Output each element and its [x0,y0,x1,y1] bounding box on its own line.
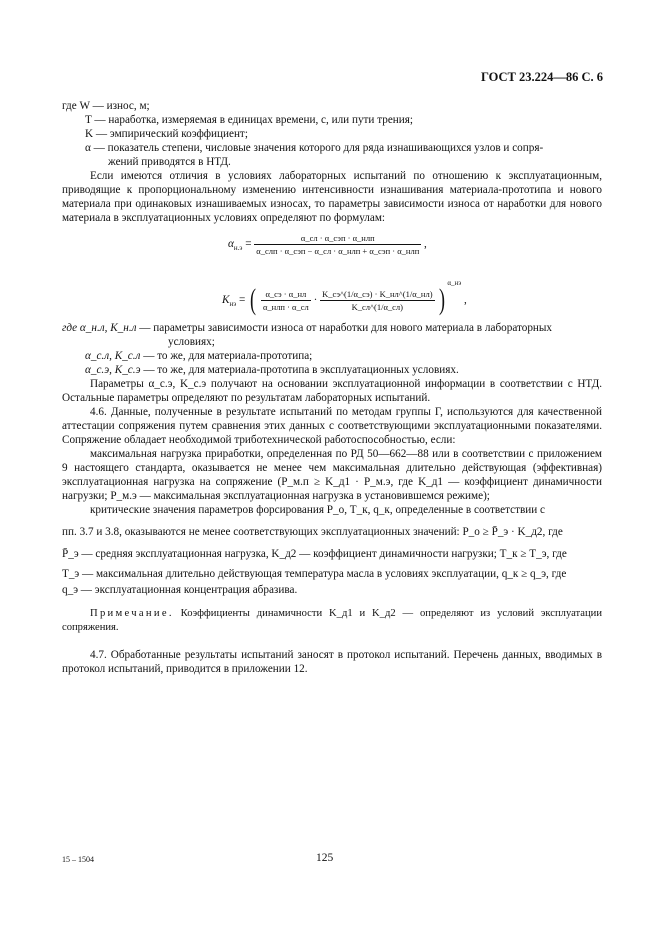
def-symbol: α_с.э, K_с.э [85,364,141,376]
def-w [62,99,150,113]
formula-lhs: α [228,238,234,251]
formula-k-ne: $K_{нэ}$ = ( $\frac{\alpha\_сэ \cdot \alpha\_нл}{\text{α\_нлп · α\_сл}}$ · $\frac{K\_сэ\^{}(1/\alpha\_сэ) \cdot K\_нл\^{}(1/\alpha\_нл)}{K\_сл\^{}(1/\alpha\_сл)}$ )$^{\alpha\_нэ}$ , [222,279,467,317]
def-proto-lab [85,349,312,363]
def-new-lab [62,321,552,335]
formula-denominator: α_слп · α_сэп − α_сл · α_нлп + α_сэп · α_нлп [256,246,420,256]
formula-exponent: α_нэ [447,279,462,287]
formula-fraction [254,233,421,256]
note-text: Коэффициенты динамичности K_д1 и K_д2 — определяют из условий эксплуатации сопряжения. [62,608,602,633]
note-label: Примечание. [90,608,174,619]
def-symbol: где W — [62,100,107,112]
def-proto-exp [85,363,459,377]
def-text: эмпирический коэффициент; [109,128,248,140]
def-text: — то же, для материала-прототипа; [143,350,313,362]
formula-denominator: K_сл^(1/α_сл) [351,301,404,312]
formula-numerator: α_сл · α_сэп · α_нлп [254,233,421,245]
paragraph-critical-3: P̄_э — средняя эксплуатационная нагрузка, K_д2 — коэффициент динамичности нагрузки; T_к ≥ T_э, где [62,548,567,560]
paragraph-max-load: максимальная нагрузка приработки, определенная по РД 50—662—88 или в соответствии с приложением 9 настоящего стандарта, оказывается не менее чем максимальная длительно действующая (эффективная) эксплуатационная нагрузка на сопряжение (P_м.п ≥ K_д1 · P_м.э, где K_д1 — коэффициент динамичности нагрузки; P_м.э — максимальная эксплуатационная нагрузка в установившемся режиме); [62,448,602,502]
def-alpha-cont [108,155,231,169]
def-text: показатель степени, числовые значения которого для ряда изнашивающихся узлов и сопря- [107,142,544,154]
paragraph-critical-4: T_э — максимальная длительно действующая температура масла в условиях эксплуатации, q_к ≥ q_э, где [62,568,567,580]
formula-lhs: K [222,294,230,306]
def-symbol: K — [85,128,110,140]
page-header: ГОСТ 23.224—86 С. 6 [480,70,603,84]
def-symbol: α — [85,142,108,154]
def-text: — параметры зависимости износа от наработки для нового материала в лабораторных [139,322,553,334]
def-text: наработка, измеряемая в единицах времени, с, или пути трения; [108,114,414,126]
paragraph-4-6: 4.6. Данные, полученные в результате испытаний по методам группы Г, используются для качественной аттестации сопряжения путем сравнения этих данных с соответствующими эксплуатационными показателями. Сопряжение обладает необходимой триботехнической работоспособностью, если: [62,406,602,446]
def-text: износ, м; [106,100,150,112]
paragraph-4-7: 4.7. Обработанные результаты испытаний заносят в протокол испытаний. Перечень данных, вводимых в протокол испытаний, приводится в приложении 12. [62,649,602,675]
formula-lhs-sub: нэ [229,300,237,308]
def-text: условиях; [168,336,215,348]
paragraph-critical: критические значения параметров форсирования P_о, T_к, q_к, определенные в соответствии с [90,504,545,516]
page-number: 125 [316,852,334,864]
formula-fraction-1 [261,289,311,312]
def-t [85,113,413,127]
note [62,607,602,635]
def-new-lab-cont [168,335,215,349]
def-text: — то же, для материала-прототипа в эксплуатационных условиях. [143,364,459,376]
def-symbol: где α_н.л, K_н.л [62,322,137,334]
paragraph-parameters: Параметры α_с.э, K_с.э получают на основании эксплуатационной информации в соответствии с НТД. Остальные параметры определяют по результатам лабораторных испытаний. [62,378,602,404]
formula-fraction-2 [320,289,434,312]
def-text: жений приводятся в НТД. [108,156,231,168]
formula-lhs-sub: н.э [233,244,243,253]
footer-code: 15 – 1504 [62,855,94,864]
formula-denominator: α_нлп · α_сл [262,301,309,312]
formula-numerator: α_сэ · α_нл [261,289,311,301]
def-symbol: T — [85,114,109,126]
def-k [85,127,248,141]
def-alpha [85,141,543,155]
paragraph-critical-5: q_э — эксплуатационная концентрация абразива. [62,584,298,596]
paragraph-conditions: Если имеются отличия в условиях лабораторных испытаний по отношению к эксплуатационным, приводящие к пропорциональному изменению интенсивности изнашивания материала-прототипа и нового материала при одинаковых изнашиваемых износах, то параметры зависимости износа от наработки для нового материала в эксплуатационных условиях определяют по формулам: [62,170,602,224]
formula-alpha-ne: $\alpha_{н.э}$ = $\frac{\text{α\_сл · α\_сэп · α\_нлп}}{\text{α\_слп · α\_сэп − α\_сл · α\_нлп + α\_сэп · α\_нлп}}$ , [228,233,427,256]
def-symbol: α_с.л, K_с.л [85,350,141,362]
paragraph-critical-2: пп. 3.7 и 3.8, оказываются не менее соответствующих эксплуатационных значений: P_о ≥ P̄_э · K_д2, где [62,526,563,538]
formula-numerator: K_сэ^(1/α_сэ) · K_нл^(1/α_нл) [322,288,433,299]
